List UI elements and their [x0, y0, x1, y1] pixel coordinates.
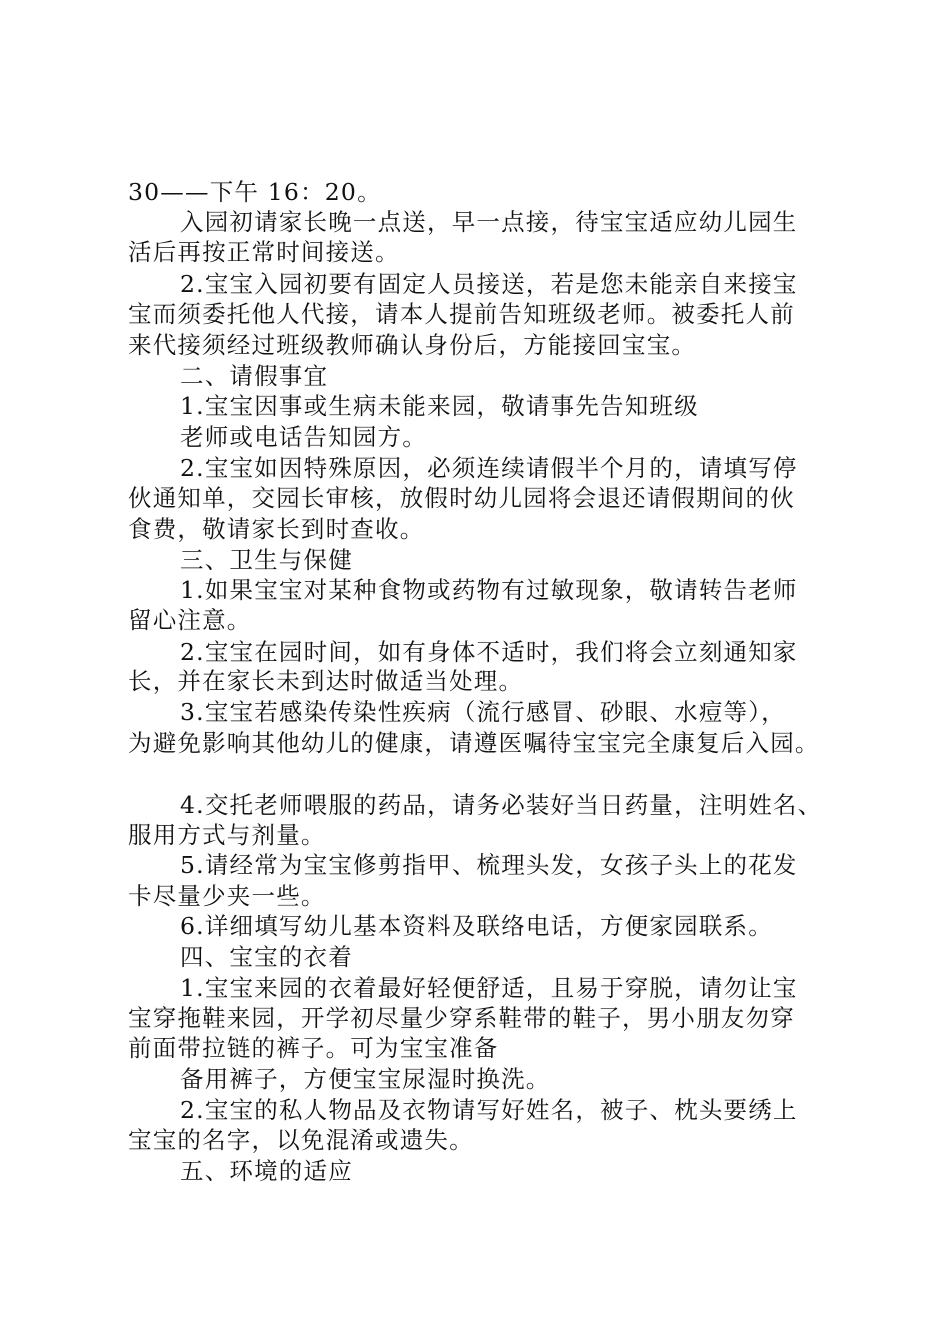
text-line: 30——下午 16：20。 [128, 178, 382, 206]
section-heading: 二、请假事宜 [180, 362, 329, 390]
text-line: 1.如果宝宝对某种食物或药物有过敏现象，敬请转告老师 [180, 576, 798, 604]
text-line: 2.宝宝如因特殊原因，必须连续请假半个月的，请填写停 [180, 454, 798, 482]
text-line: 留心注意。 [128, 606, 252, 634]
text-line: 5.请经常为宝宝修剪指甲、梳理头发，女孩子头上的花发 [180, 851, 798, 879]
text-line: 长，并在家长未到达时做适当处理。 [128, 667, 524, 695]
text-line: 4.交托老师喂服的药品，请务必装好当日药量，注明姓名、 [180, 791, 823, 819]
text-line: 2.宝宝的私人物品及衣物请写好姓名，被子、枕头要绣上 [180, 1096, 798, 1124]
text-line: 伙通知单，交园长审核，放假时幼儿园将会退还请假期间的伙 [128, 484, 795, 512]
text-line: 前面带拉链的裤子。可为宝宝准备 [128, 1034, 499, 1062]
text-line: 1.宝宝来园的衣着最好轻便舒适，且易于穿脱，请勿让宝 [180, 974, 798, 1002]
text-line: 2.宝宝在园时间，如有身体不适时，我们将会立刻通知家 [180, 638, 798, 666]
text-line: 来代接须经过班级教师确认身份后，方能接回宝宝。 [128, 331, 697, 359]
text-line: 服用方式与剂量。 [128, 821, 326, 849]
section-heading: 三、卫生与保健 [180, 546, 353, 574]
text-line: 6.详细填写幼儿基本资料及联络电话，方便家园联系。 [180, 912, 773, 940]
text-line: 宝宝的名字，以免混淆或遗失。 [128, 1126, 474, 1154]
text-line: 老师或电话告知园方。 [180, 423, 427, 451]
section-heading: 五、环境的适应 [180, 1157, 353, 1185]
text-line: 食费，敬请家长到时查收。 [128, 515, 425, 543]
section-heading: 四、宝宝的衣着 [180, 943, 353, 971]
text-line: 卡尽量少夹一些。 [128, 882, 326, 910]
text-line: 宝穿拖鞋来园，开学初尽量少穿系鞋带的鞋子，男小朋友勿穿 [128, 1004, 795, 1032]
text-line: 入园初请家长晚一点送，早一点接，待宝宝适应幼儿园生 [180, 208, 798, 236]
text-line: 2.宝宝入园初要有固定人员接送，若是您未能亲自来接宝 [180, 270, 798, 298]
text-line: 活后再按正常时间接送。 [128, 238, 400, 266]
text-line: 备用裤子，方便宝宝尿湿时换洗。 [180, 1065, 551, 1093]
text-line: 宝而须委托他人代接，请本人提前告知班级老师。被委托人前 [128, 300, 795, 328]
text-line: 1.宝宝因事或生病未能来园，敬请事先告知班级 [180, 392, 699, 420]
text-line: 3.宝宝若感染传染性疾病（流行感冒、砂眼、水痘等）， [180, 698, 786, 726]
text-line: 为避免影响其他幼儿的健康，请遵医嘱待宝宝完全康复后入园。 [128, 729, 820, 757]
